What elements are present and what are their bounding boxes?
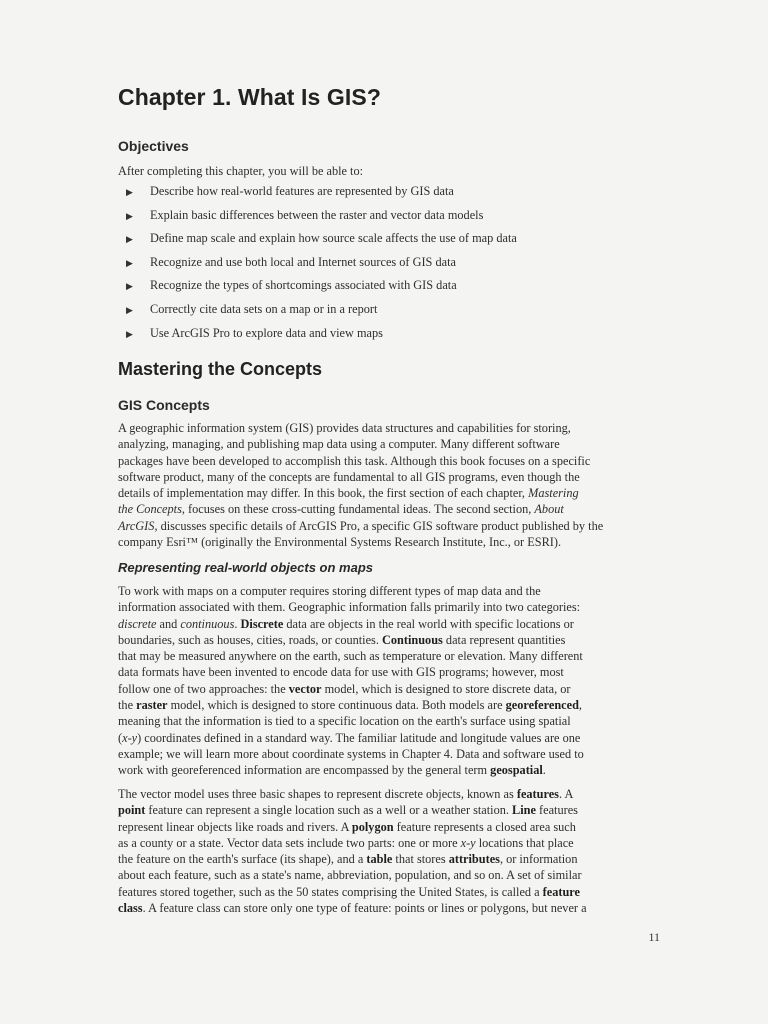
text-run: the feature on the earth's surface (its shape), and a	[118, 852, 367, 867]
text-line: that may be measured anywhere on the earth, such as temperature or elevation. Many different	[118, 649, 583, 664]
bold-run: attributes	[448, 852, 500, 867]
text-run: as a county or a state. Vector data sets include two parts: one or more	[118, 835, 461, 850]
text-line: about each feature, such as a state's name, abbreviation, population, and so on. A set of similar	[118, 868, 582, 883]
text-line: example; we will learn more about coordinate systems in Chapter 4. Data and software used to	[118, 746, 584, 761]
text-line	[118, 501, 660, 517]
subsection-heading-italic: Representing real-world objects on maps	[118, 560, 373, 575]
text-run: feature can represent a single location such as a well or a weather station.	[145, 803, 513, 818]
text-run: The vector model uses three basic shapes to represent discrete objects, known as	[118, 787, 517, 801]
text-run: , or information	[499, 852, 578, 867]
text-line	[118, 802, 660, 818]
text-run: . A feature class can store only one type of feature: points or lines or polygons, but never a	[142, 901, 587, 916]
list-item	[126, 278, 646, 302]
paragraph-gis-concepts	[118, 420, 660, 550]
text-line	[118, 485, 660, 501]
text-run: ,	[578, 698, 582, 713]
list-item-text: Recognize the types of shortcomings associated with GIS data	[150, 278, 457, 293]
text-run: features	[535, 803, 578, 818]
text-line	[118, 681, 660, 697]
list-item	[126, 184, 646, 208]
triangle-bullet-icon: ▶	[126, 234, 133, 245]
bold-run: table	[366, 852, 393, 867]
bold-run: Line	[512, 803, 536, 818]
chapter-title: Chapter 1. What Is GIS?	[118, 84, 382, 110]
text-line: To work with maps on a computer requires storing different types of map data and the	[118, 584, 541, 598]
list-item	[126, 302, 646, 326]
objectives-intro: After completing this chapter, you will be able to:	[118, 164, 364, 178]
text-run: model, which is designed to store discrete data, or	[321, 681, 571, 696]
italic-run: discrete	[118, 616, 157, 631]
text-line	[118, 900, 660, 916]
list-item	[126, 255, 646, 279]
text-line: A geographic information system (GIS) provides data structures and capabilities for storing,	[118, 421, 571, 435]
triangle-bullet-icon: ▶	[126, 257, 133, 268]
text-line	[118, 697, 660, 713]
text-run: boundaries, such as houses, cities, roads, or counties.	[118, 632, 382, 647]
text-line	[118, 730, 660, 746]
text-run: , discusses specific details of ArcGIS Pro, a specific GIS software product published by the	[154, 518, 604, 533]
page-number: 11	[648, 930, 660, 944]
italic-run: x-y	[460, 835, 476, 850]
text-run: data represent quantities	[442, 632, 566, 647]
text-line	[118, 616, 660, 632]
text-run: follow one of two approaches: the	[118, 681, 289, 696]
bold-run: Continuous	[382, 632, 443, 647]
triangle-bullet-icon: ▶	[126, 210, 133, 221]
text-line	[118, 762, 660, 778]
bold-run: point	[118, 803, 146, 818]
paragraph-representing-objects	[118, 583, 660, 779]
list-item	[126, 231, 646, 255]
bold-run: class	[118, 901, 143, 916]
objectives-list	[126, 184, 646, 349]
text-run: the	[118, 698, 137, 713]
text-line: company Esri™ (originally the Environmental Systems Research Institute, Inc., or ESRI).	[118, 535, 562, 550]
text-line: software product, many of the concepts are fundamental to all GIS programs, even though the	[118, 469, 580, 484]
bold-run: raster	[136, 698, 168, 713]
italic-run: x-y	[122, 730, 138, 745]
text-run: work with georeferenced information are encompassed by the general term	[118, 763, 491, 778]
triangle-bullet-icon: ▶	[126, 187, 133, 197]
text-run: features stored together, such as the 50 states comprising the United States, is called a	[118, 884, 543, 899]
section-heading: Mastering the Concepts	[118, 359, 323, 379]
italic-run: Mastering	[528, 486, 579, 501]
triangle-bullet-icon: ▶	[126, 304, 133, 315]
bold-run: feature	[542, 884, 581, 899]
text-line	[118, 518, 660, 534]
text-run: model, which is designed to store continuous data. Both models are	[167, 698, 506, 713]
bold-run: features	[516, 787, 559, 801]
list-item	[126, 326, 646, 350]
text-line: meaning that the information is tied to a specific location on the earth's surface using spatial	[118, 714, 571, 729]
italic-run: the Concepts	[118, 502, 182, 517]
text-line	[118, 851, 660, 867]
subsection-heading: GIS Concepts	[118, 397, 210, 413]
list-item-text: Define map scale and explain how source scale affects the use of map data	[150, 231, 517, 246]
triangle-bullet-icon: ▶	[126, 328, 133, 339]
list-item-text: Use ArcGIS Pro to explore data and view maps	[150, 325, 383, 340]
text-line: analyzing, managing, and publishing map data using a computer. Many different software	[118, 437, 560, 452]
list-item-text: Recognize and use both local and Internet sources of GIS data	[150, 254, 456, 269]
bold-run: geospatial	[490, 763, 543, 778]
objectives-heading: Objectives	[118, 138, 189, 154]
text-run: (	[118, 730, 123, 745]
text-run: feature represents a closed area such	[393, 819, 576, 834]
triangle-bullet-icon: ▶	[126, 281, 133, 292]
text-line	[118, 835, 660, 851]
text-run: details of implementation may differ. In this book, the first section of each chapter,	[118, 486, 529, 501]
list-item-text: Describe how real-world features are represented by GIS data	[150, 184, 454, 198]
bold-run: polygon	[351, 819, 394, 834]
text-line: data formats have been invented to encode data for use with GIS programs; however, most	[118, 665, 564, 680]
text-run: and	[156, 616, 181, 631]
text-run: that stores	[392, 852, 449, 867]
italic-run: About	[534, 502, 564, 517]
paragraph-vector-model	[118, 786, 660, 916]
text-line: packages have been developed to accomplish this task. Although this book focuses on a specific	[118, 453, 591, 468]
bold-run: georeferenced	[505, 698, 579, 713]
text-line: information associated with them. Geographic information falls primarily into two categories:	[118, 600, 581, 615]
text-line	[118, 632, 660, 648]
bold-run: Discrete	[240, 616, 284, 631]
text-line	[118, 819, 660, 835]
text-run: represent linear objects like roads and rivers. A	[118, 819, 352, 834]
text-run: .	[542, 763, 546, 778]
text-run: ) coordinates defined in a standard way. The familiar latitude and longitude values are one	[137, 730, 581, 745]
text-line	[118, 786, 660, 802]
list-item	[126, 208, 646, 232]
text-run: locations that place	[475, 835, 574, 850]
text-run: , focuses on these cross-cutting fundamental ideas. The second section,	[181, 502, 535, 517]
list-item-text: Explain basic differences between the raster and vector data models	[150, 207, 484, 222]
text-run: data are objects in the real world with specific locations or	[283, 616, 574, 631]
italic-run: continuous	[180, 616, 235, 631]
text-run: . A	[558, 787, 574, 801]
list-item-text: Correctly cite data sets on a map or in a report	[150, 301, 378, 316]
italic-run: ArcGIS	[118, 518, 155, 533]
text-run: .	[234, 616, 241, 631]
bold-run: vector	[288, 681, 322, 696]
text-line	[118, 884, 660, 900]
